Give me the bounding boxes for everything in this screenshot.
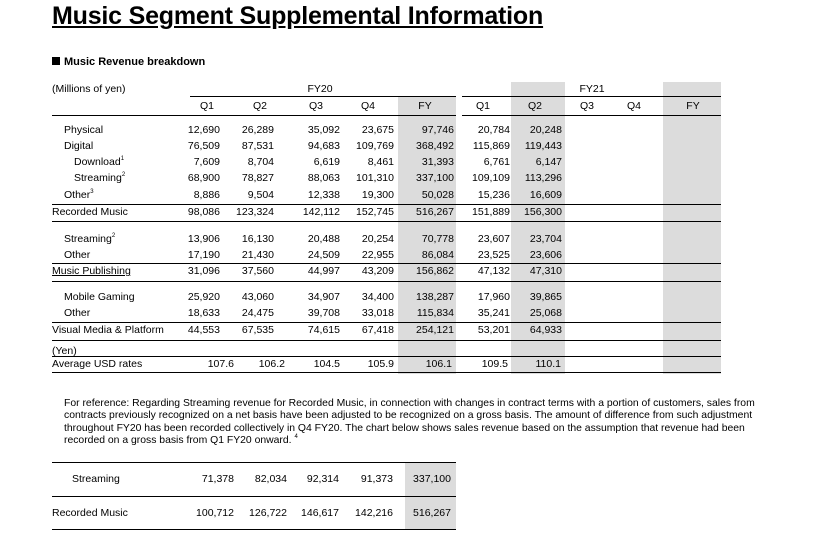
section-title-text: Music Revenue breakdown bbox=[64, 56, 206, 68]
table-cell: 142,112 bbox=[302, 206, 340, 218]
table-cell: 20,254 bbox=[361, 233, 394, 245]
table-cell: 337,100 bbox=[416, 172, 454, 184]
row-label: Streaming$^2$ bbox=[64, 233, 116, 245]
table-cell: 70,778 bbox=[421, 233, 454, 245]
table-cell: 16,609 bbox=[529, 189, 562, 201]
table-cell: 101,310 bbox=[356, 172, 394, 184]
table-cell: 87,531 bbox=[241, 140, 274, 152]
row-rule bbox=[52, 340, 721, 341]
column-header: Q3 bbox=[579, 100, 594, 112]
usd-rate-cell: 104.5 bbox=[313, 358, 340, 370]
table-cell: 53,201 bbox=[477, 324, 510, 336]
table-cell: 19,300 bbox=[361, 189, 394, 201]
table-cell: 50,028 bbox=[421, 189, 454, 201]
table-cell: 20,784 bbox=[477, 124, 510, 136]
bottom-table-cell: 337,100 bbox=[413, 473, 451, 485]
table-cell: 68,900 bbox=[187, 172, 220, 184]
column-header: Q2 bbox=[527, 100, 542, 112]
bottom-table-cell: 146,617 bbox=[301, 507, 339, 519]
table-cell: 67,535 bbox=[241, 324, 274, 336]
table-cell: 123,324 bbox=[236, 206, 274, 218]
footnote-mark: 3 bbox=[90, 189, 94, 195]
table-cell: 43,209 bbox=[361, 265, 394, 277]
row-label: Other bbox=[64, 307, 91, 319]
table-cell: 31,393 bbox=[421, 156, 454, 168]
bottom-table-cell: 142,216 bbox=[355, 507, 393, 519]
bottom-table-cell: 126,722 bbox=[249, 507, 287, 519]
table-cell: 8,886 bbox=[193, 189, 220, 201]
bottom-table-cell: 92,314 bbox=[306, 473, 339, 485]
row-rule bbox=[52, 281, 721, 282]
bottom-table-cell: 516,267 bbox=[413, 507, 451, 519]
usd-rate-cell: 110.1 bbox=[535, 358, 561, 370]
table-cell: 25,068 bbox=[529, 307, 562, 319]
table-cell: 31,096 bbox=[187, 265, 220, 277]
table-cell: 64,933 bbox=[529, 324, 562, 336]
table-cell: 34,907 bbox=[307, 291, 340, 303]
table-cell: 156,862 bbox=[416, 265, 454, 277]
table-cell: 119,443 bbox=[524, 140, 562, 152]
table-cell: 23,704 bbox=[529, 233, 562, 245]
table-cell: 26,289 bbox=[241, 124, 274, 136]
reference-note bbox=[64, 398, 780, 448]
bottom-row-label: Streaming bbox=[72, 473, 120, 485]
unit-label: (Millions of yen) bbox=[52, 83, 126, 95]
row-rule bbox=[52, 322, 721, 323]
table-cell: 17,190 bbox=[187, 249, 220, 261]
table-cell: 254,121 bbox=[416, 324, 454, 336]
bottom-table-cell: 91,373 bbox=[360, 473, 393, 485]
fy21-header-rule bbox=[462, 96, 721, 97]
usd-top-rule bbox=[52, 356, 721, 357]
row-label: Visual Media & Platform bbox=[52, 324, 164, 336]
table-cell: 7,609 bbox=[193, 156, 220, 168]
row-rule bbox=[52, 221, 721, 222]
table-cell: 9,504 bbox=[247, 189, 274, 201]
footnote-mark: 2 bbox=[111, 233, 116, 239]
column-header: Q1 bbox=[475, 100, 490, 112]
row-label: Music Publishing bbox=[52, 265, 131, 277]
row-label: Other bbox=[64, 249, 91, 261]
table-cell: 138,287 bbox=[416, 291, 454, 303]
table-cell: 152,745 bbox=[356, 206, 394, 218]
table-cell: 43,060 bbox=[241, 291, 274, 303]
footnote-mark: 1 bbox=[120, 156, 125, 162]
reference-footnote-mark: 4 bbox=[294, 434, 298, 441]
table-cell: 37,560 bbox=[241, 265, 274, 277]
bottom-table-cell: 71,378 bbox=[201, 473, 234, 485]
table-cell: 18,633 bbox=[187, 307, 220, 319]
table-cell: 17,960 bbox=[477, 291, 510, 303]
table-cell: 22,955 bbox=[361, 249, 394, 261]
table-cell: 8,704 bbox=[247, 156, 274, 168]
table-cell: 76,509 bbox=[187, 140, 220, 152]
usd-rate-label: Average USD rates bbox=[52, 358, 143, 370]
table-cell: 109,769 bbox=[356, 140, 394, 152]
table-cell: 16,130 bbox=[241, 233, 274, 245]
table-cell: 35,092 bbox=[307, 124, 340, 136]
table-cell: 12,338 bbox=[307, 189, 340, 201]
table-cell: 8,461 bbox=[367, 156, 394, 168]
bottom-mid-rule bbox=[52, 496, 456, 497]
column-header: Q4 bbox=[360, 100, 375, 112]
table-cell: 97,746 bbox=[421, 124, 454, 136]
table-cell: 20,488 bbox=[307, 233, 340, 245]
table-cell: 24,509 bbox=[307, 249, 340, 261]
table-cell: 20,248 bbox=[529, 124, 562, 136]
table-cell: 151,889 bbox=[472, 206, 510, 218]
row-rule bbox=[52, 263, 721, 264]
usd-rate-cell: 106.1 bbox=[425, 358, 452, 370]
table-cell: 368,492 bbox=[416, 140, 454, 152]
table-cell: 34,400 bbox=[361, 291, 394, 303]
bottom-end-rule bbox=[52, 529, 456, 530]
bottom-table-cell: 82,034 bbox=[254, 473, 287, 485]
row-label: Streaming$^2$ bbox=[74, 172, 126, 184]
table-cell: 115,869 bbox=[472, 140, 510, 152]
table-cell: 44,997 bbox=[307, 265, 340, 277]
header-bottom-rule bbox=[52, 115, 456, 116]
table-cell: 21,430 bbox=[241, 249, 274, 261]
reference-note-text: For reference: Regarding Streaming revenue for Recorded Music, in connection with changes in contract terms with a portion of customers, sales from contracts previously recognized on a net basis have been adjusted to be recognized on a gross basis. The amount of difference from such adjustment throughout FY20 has been recorded collectively in Q4 FY20. The chart below shows sales revenue based on the assumption that revenue had been recorded on a gross basis from Q1 FY20 onward. bbox=[64, 398, 755, 447]
table-cell: 6,619 bbox=[313, 156, 340, 168]
table-cell: 78,827 bbox=[241, 172, 274, 184]
fy20-header-rule bbox=[190, 96, 456, 97]
table-cell: 115,834 bbox=[416, 307, 454, 319]
table-cell: 67,418 bbox=[361, 324, 394, 336]
table-cell: 39,708 bbox=[307, 307, 340, 319]
table-cell: 13,906 bbox=[187, 233, 220, 245]
table-cell: 25,920 bbox=[187, 291, 220, 303]
table-cell: 12,690 bbox=[187, 124, 220, 136]
table-cell: 94,683 bbox=[307, 140, 340, 152]
fy20-header: FY20 bbox=[307, 83, 333, 95]
fy21-header: FY21 bbox=[579, 83, 605, 95]
row-label: Download$^1$ bbox=[74, 156, 125, 168]
usd-rate-cell: 107.6 bbox=[207, 358, 234, 370]
table-cell: 33,018 bbox=[361, 307, 394, 319]
usd-rate-cell: 109.5 bbox=[481, 358, 508, 370]
usd-rate-cell: 105.9 bbox=[367, 358, 394, 370]
table-cell: 23,607 bbox=[477, 233, 510, 245]
fy21-fy-shade bbox=[663, 82, 721, 374]
table-cell: 23,675 bbox=[361, 124, 394, 136]
table-cell: 74,615 bbox=[307, 324, 340, 336]
header-bottom-rule-fy21 bbox=[462, 115, 721, 116]
table-cell: 23,606 bbox=[529, 249, 562, 261]
table-cell: 24,475 bbox=[241, 307, 274, 319]
section-title bbox=[52, 56, 205, 68]
page-title: Music Segment Supplemental Information bbox=[52, 2, 544, 30]
table-cell: 44,553 bbox=[187, 324, 220, 336]
row-label: Mobile Gaming bbox=[64, 291, 135, 303]
column-header: FY bbox=[418, 100, 432, 112]
column-header: Q2 bbox=[252, 100, 267, 112]
table-cell: 109,109 bbox=[472, 172, 510, 184]
square-bullet-icon bbox=[52, 57, 60, 65]
row-label: Recorded Music bbox=[52, 206, 128, 218]
row-label: Other$^3$ bbox=[64, 189, 94, 201]
table-cell: 156,300 bbox=[524, 206, 562, 218]
table-cell: 86,084 bbox=[421, 249, 454, 261]
bottom-table-cell: 100,712 bbox=[196, 507, 234, 519]
table-bottom-rule bbox=[52, 372, 721, 373]
bottom-row-label: Recorded Music bbox=[52, 507, 128, 519]
table-cell: 6,147 bbox=[535, 156, 562, 168]
yen-unit-label: (Yen) bbox=[52, 345, 77, 357]
table-cell: 98,086 bbox=[187, 206, 220, 218]
column-header: Q3 bbox=[308, 100, 323, 112]
table-cell: 6,761 bbox=[483, 156, 510, 168]
column-header: FY bbox=[686, 100, 700, 112]
bottom-top-rule bbox=[52, 462, 456, 463]
table-cell: 39,865 bbox=[529, 291, 562, 303]
row-rule bbox=[52, 204, 721, 205]
column-header: Q1 bbox=[199, 100, 214, 112]
table-cell: 88,063 bbox=[307, 172, 340, 184]
table-cell: 23,525 bbox=[477, 249, 510, 261]
table-cell: 47,310 bbox=[529, 265, 562, 277]
table-cell: 516,267 bbox=[416, 206, 454, 218]
row-label: Physical bbox=[64, 124, 104, 136]
row-label: Digital bbox=[64, 140, 94, 152]
column-header: Q4 bbox=[626, 100, 641, 112]
table-cell: 113,296 bbox=[524, 172, 562, 184]
table-cell: 35,241 bbox=[477, 307, 510, 319]
usd-rate-cell: 106.2 bbox=[258, 358, 285, 370]
table-cell: 47,132 bbox=[477, 265, 510, 277]
footnote-mark: 2 bbox=[121, 172, 126, 178]
table-cell: 15,236 bbox=[477, 189, 510, 201]
